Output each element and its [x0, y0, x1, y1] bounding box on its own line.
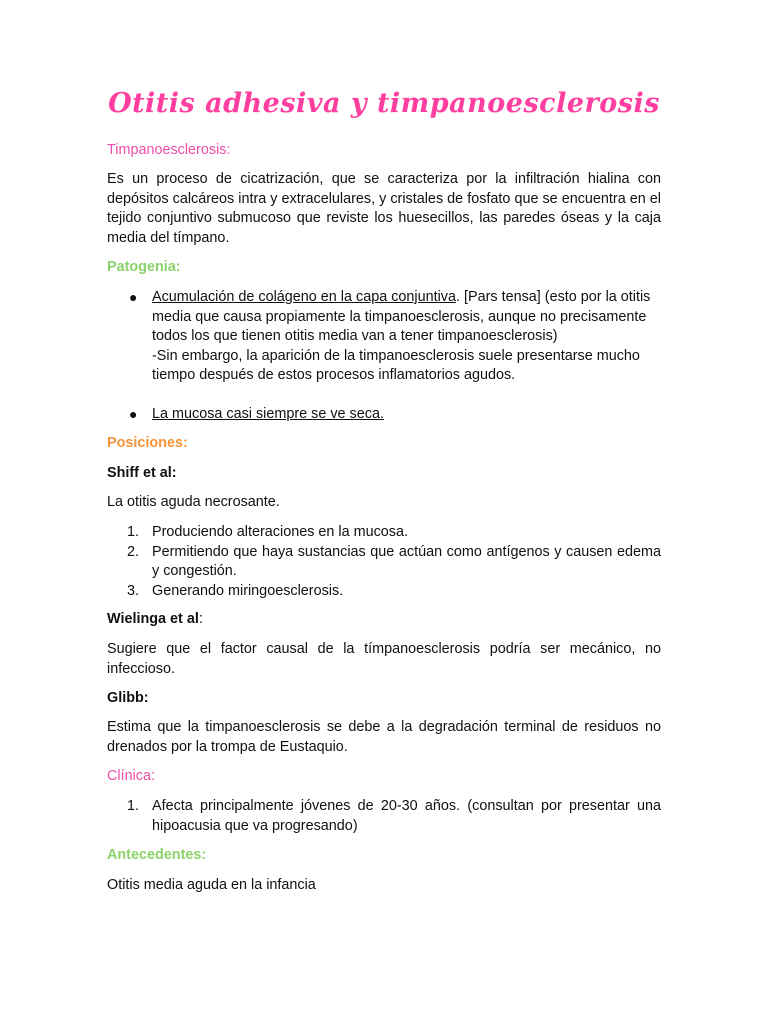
- list-number: 1.: [127, 798, 140, 814]
- heading-posiciones: Posiciones:: [107, 435, 188, 451]
- patogenia-list-2: [107, 405, 661, 425]
- definition-paragraph: Es un proceso de cicatrización, que se caracteriza por la infiltración hialina con depósitos calcáreos intra y extracelulares, y cristales de fosfato que se encuentra en el tejido conjuntivo submucoso que reviste los huesecillos, las paredes óseas y la caja media del tímpano.: [107, 171, 661, 246]
- colon: :: [198, 611, 203, 627]
- author-glibb: Glibb:: [107, 690, 149, 706]
- list-number: 2.: [127, 543, 140, 560]
- item-text: . [Pars tensa] (esto por la otitis media que causa propiamente la timpanoesclerosis, aunque no precisamente todos los que tienen otitis media van a tener timpanoesclerosis): [152, 289, 651, 344]
- item-text: Generando miringoesclerosis.: [152, 582, 344, 599]
- patogenia-list: [107, 288, 661, 386]
- underlined-text: La mucosa casi siempre se ve seca.: [152, 406, 384, 422]
- glibb-paragraph: Estima que la timpanoesclerosis se debe a la degradación terminal de residuos no drenados por la trompa de Eustaquio.: [107, 719, 661, 755]
- bullet-icon: ●: [129, 406, 138, 422]
- item-text: Permitiendo que haya sustancias que actúan como antígenos y causen edema y congestión.: [152, 543, 661, 579]
- antecedentes-text: Otitis media aguda en la infancia: [107, 877, 316, 893]
- heading-clinica: Clínica:: [107, 768, 155, 784]
- list-item: [107, 405, 661, 425]
- list-number: 1.: [127, 524, 140, 540]
- list-item: [107, 543, 661, 582]
- heading-timpanoesclerosis: Timpanoesclerosis:: [107, 142, 231, 158]
- underlined-text: Acumulación de colágeno en la capa conjuntiva: [152, 289, 457, 305]
- list-number: 3.: [127, 582, 140, 599]
- author-wielinga-line: [107, 610, 661, 630]
- wielinga-paragraph: Sugiere que el factor causal de la tímpanoesclerosis podría ser mecánico, no infeccioso.: [107, 641, 661, 677]
- bullet-icon: ●: [129, 289, 138, 305]
- heading-antecedentes: Antecedentes:: [107, 847, 207, 863]
- clinica-list: [107, 797, 661, 836]
- author-wielinga: Wielinga et al: [107, 611, 199, 627]
- item-text: Produciendo alteraciones en la mucosa.: [152, 524, 408, 540]
- author-shiff: Shiff et al:: [107, 465, 177, 481]
- shiff-intro: La otitis aguda necrosante.: [107, 494, 280, 510]
- list-item: [107, 288, 661, 386]
- item-note: -Sin embargo, la aparición de la timpanoesclerosis suele presentarse mucho tiempo después de estos procesos inflamatorios agudos.: [152, 347, 640, 383]
- shiff-list: [107, 523, 661, 601]
- list-item: [107, 523, 661, 543]
- list-item: [107, 582, 661, 602]
- list-item: [107, 797, 661, 836]
- item-text: Afecta principalmente jóvenes de 20-30 años. (consultan por presentar una hipoacusia que va progresando): [152, 798, 661, 834]
- heading-patogenia: Patogenia:: [107, 259, 181, 275]
- page-title: Otitis adhesiva y timpanoesclerosis: [108, 88, 660, 119]
